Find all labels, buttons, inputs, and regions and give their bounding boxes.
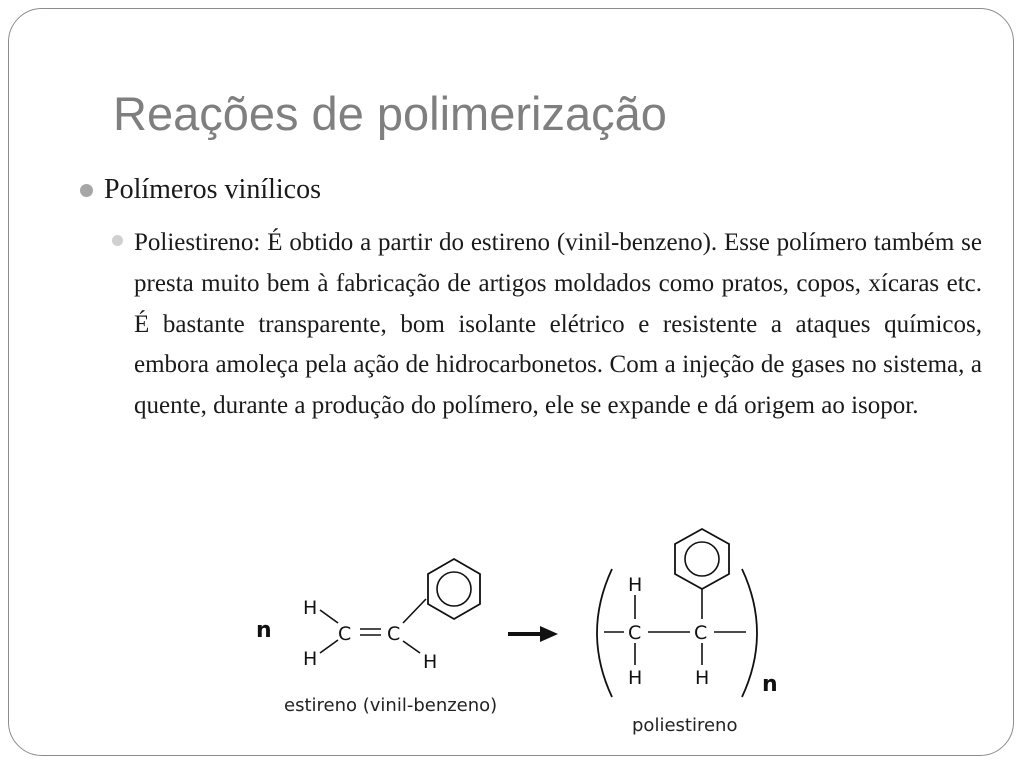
atom-h: H [628, 667, 643, 689]
aromatic-circle-icon [685, 542, 719, 576]
benzene-ring-icon [675, 529, 729, 589]
atom-c: C [694, 622, 708, 644]
bullet-dot-icon [80, 184, 93, 197]
reactant-caption: estireno (vinil-benzeno) [284, 695, 498, 716]
sub-bullet-dot-icon [112, 235, 123, 246]
bond-line [320, 610, 338, 623]
atom-c: C [628, 622, 642, 644]
product-caption: poliestireno [632, 715, 738, 736]
atom-h: H [628, 574, 643, 596]
atom-h: H [303, 597, 318, 619]
sub-bullet-text-poliestireno: Poliestireno: É obtido a partir do estireno (vinil-benzeno). Esse polímero também se presta muito bem à fabricação de artigos moldados como pratos, copos, xícaras etc. É bastante transparente, bom isolante elétrico e resistente a ataques químicos, embora amoleça pela ação de hidrocarbonetos. Com a injeção de gases no sistema, a quente, durante a produção do polímero, ele se expande e dá origem ao isopor. [134, 229, 982, 420]
reaction-diagram-svg [240, 525, 800, 750]
reaction-arrow-icon [540, 626, 558, 642]
atom-h: H [303, 648, 318, 670]
reactant-coefficient: n [256, 618, 272, 643]
atom-h: H [423, 651, 438, 673]
atom-c: C [338, 623, 352, 645]
reaction-diagram [240, 525, 800, 750]
aromatic-circle-icon [437, 572, 471, 606]
bond-line [403, 641, 420, 653]
atom-c: C [387, 623, 401, 645]
bullet-text-polimeros-vinilicos: Polímeros vinílicos [104, 174, 321, 205]
right-parenthesis [742, 569, 757, 697]
bond-line [320, 640, 338, 653]
slide-title: Reações de polimerização [113, 87, 667, 140]
atom-h: H [695, 667, 710, 689]
benzene-ring-icon [428, 559, 480, 619]
left-parenthesis [597, 569, 612, 697]
bond-line [403, 599, 426, 623]
product-subscript: n [762, 672, 778, 697]
